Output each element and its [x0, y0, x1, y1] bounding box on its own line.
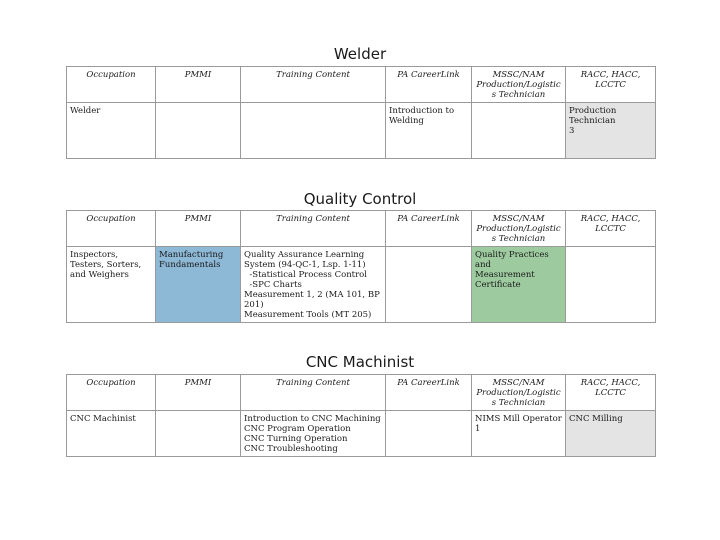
training-line: Measurement Tools (MT 205) — [244, 310, 372, 320]
training-line: CNC Turning Operation — [244, 434, 348, 444]
header-occupation: Occupation — [67, 375, 156, 411]
careerlink-line: Introduction to — [389, 106, 455, 116]
pa-careerlink-cell — [386, 247, 472, 323]
racc-cell — [566, 247, 656, 323]
training-line: Introduction to CNC Machining — [244, 414, 381, 424]
racc-line: 3 — [569, 126, 575, 136]
header-pa-careerlink: PA CareerLink — [386, 67, 472, 103]
pmmi-cell — [156, 411, 241, 457]
training-line: Quality Assurance Learning System (94-QC-1, Lsp. 1-11) — [244, 250, 366, 270]
table-row — [67, 103, 656, 159]
mssc-line: Certificate — [475, 280, 521, 290]
racc-cell — [566, 103, 656, 159]
header-mssc-nam: MSSC/NAM Production/Logistics Technician — [472, 67, 566, 103]
header-pa-careerlink: PA CareerLink — [386, 375, 472, 411]
pa-careerlink-cell — [386, 103, 472, 159]
racc-line: Production Technician — [569, 106, 617, 126]
header-training-content: Training Content — [241, 211, 386, 247]
header-training-content: Training Content — [241, 375, 386, 411]
header-racc-hacc-lcctc: RACC, HACC, LCCTC — [566, 211, 656, 247]
pa-careerlink-cell — [386, 411, 472, 457]
welder-table — [66, 66, 656, 159]
training-line: CNC Program Operation — [244, 424, 351, 434]
section-title-cnc-machinist: CNC Machinist — [305, 353, 415, 371]
training-line: CNC Troubleshooting — [244, 444, 338, 454]
occupation-cell: CNC Machinist — [67, 411, 156, 457]
cnc-machinist-table — [66, 374, 656, 457]
header-row — [67, 67, 656, 103]
header-row — [67, 211, 656, 247]
header-mssc-nam: MSSC/NAM Production/Logistics Technician — [472, 375, 566, 411]
table-row — [67, 411, 656, 457]
header-row — [67, 375, 656, 411]
occupation-cell: Inspectors, Testers, Sorters, and Weighers — [67, 247, 156, 323]
training-line: Measurement 1, 2 (MA 101, BP 201) — [244, 290, 380, 310]
training-line: -Statistical Process Control — [244, 270, 367, 280]
mssc-cell — [472, 247, 566, 323]
header-racc-hacc-lcctc: RACC, HACC, LCCTC — [566, 375, 656, 411]
section-title-quality-control: Quality Control — [303, 190, 417, 208]
occupation-cell: Welder — [67, 103, 156, 159]
mssc-line: Measurement — [475, 270, 535, 280]
header-occupation: Occupation — [67, 67, 156, 103]
header-occupation: Occupation — [67, 211, 156, 247]
pmmi-cell: Manufacturing Fundamentals — [156, 247, 241, 323]
header-pmmi: PMMI — [156, 67, 241, 103]
quality-control-table — [66, 210, 656, 323]
careerlink-line: Welding — [389, 116, 424, 126]
pmmi-cell — [156, 103, 241, 159]
header-mssc-nam: MSSC/NAM Production/Logistics Technician — [472, 211, 566, 247]
header-training-content: Training Content — [241, 67, 386, 103]
table-row — [67, 247, 656, 323]
training-content-cell — [241, 103, 386, 159]
header-pa-careerlink: PA CareerLink — [386, 211, 472, 247]
mssc-line: Quality Practices and — [475, 250, 549, 270]
header-pmmi: PMMI — [156, 375, 241, 411]
training-line: -SPC Charts — [244, 280, 302, 290]
header-pmmi: PMMI — [156, 211, 241, 247]
header-racc-hacc-lcctc: RACC, HACC, LCCTC — [566, 67, 656, 103]
training-content-cell — [241, 247, 386, 323]
mssc-cell — [472, 103, 566, 159]
training-content-cell — [241, 411, 386, 457]
mssc-cell: NIMS Mill Operator 1 — [472, 411, 566, 457]
racc-cell: CNC Milling — [566, 411, 656, 457]
section-title-welder: Welder — [333, 45, 387, 63]
